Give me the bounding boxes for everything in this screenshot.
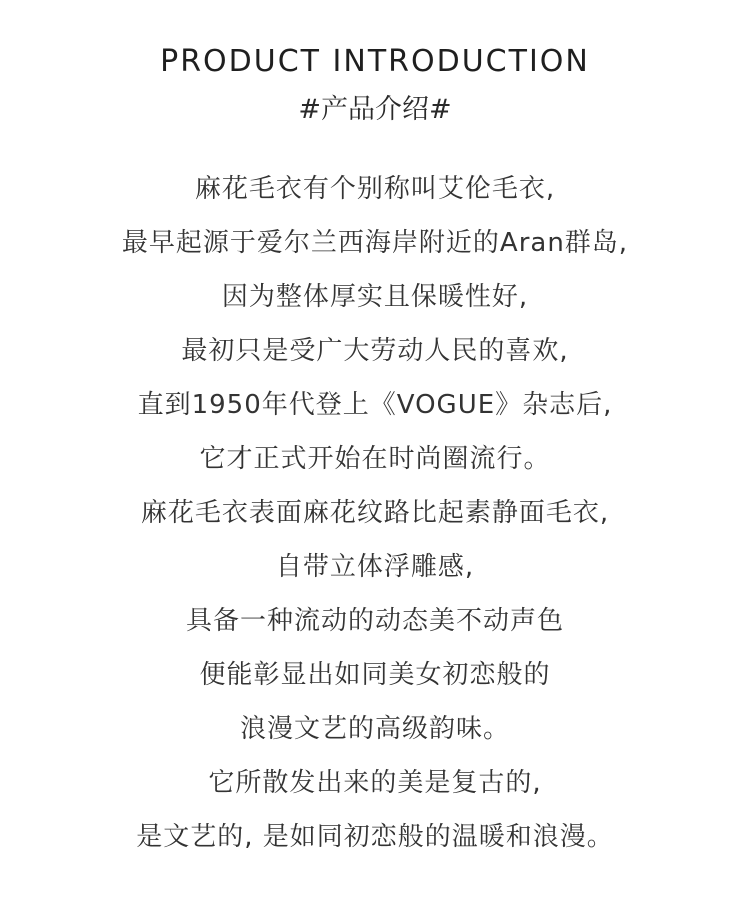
text-line: 麻花毛衣有个别称叫艾伦毛衣, — [194, 174, 556, 204]
text-line: 浪漫文艺的高级韵味。 — [239, 714, 510, 744]
section-title-chinese: #产品介绍# — [298, 94, 452, 125]
introduction-text — [0, 162, 750, 864]
text-line: 自带立体浮雕感, — [275, 552, 475, 582]
text-line: 因为整体厚实且保暖性好, — [221, 282, 529, 312]
text-line: 最早起源于爱尔兰西海岸附近的Aran群岛, — [121, 228, 629, 258]
text-line: 直到1950年代登上《VOGUE》杂志后, — [137, 390, 613, 420]
text-line: 具备一种流动的动态美不动声色 — [185, 606, 564, 636]
text-line: 便能彰显出如同美女初恋般的 — [199, 660, 551, 690]
text-line: 它才正式开始在时尚圈流行。 — [199, 444, 551, 474]
text-line: 麻花毛衣表面麻花纹路比起素静面毛衣, — [140, 498, 610, 528]
section-title-english: PRODUCT INTRODUCTION — [160, 44, 590, 79]
text-line: 它所散发出来的美是复古的, — [208, 768, 542, 798]
text-line: 是文艺的, 是如同初恋般的温暖和浪漫。 — [136, 822, 614, 852]
text-line: 最初只是受广大劳动人民的喜欢, — [181, 336, 569, 366]
